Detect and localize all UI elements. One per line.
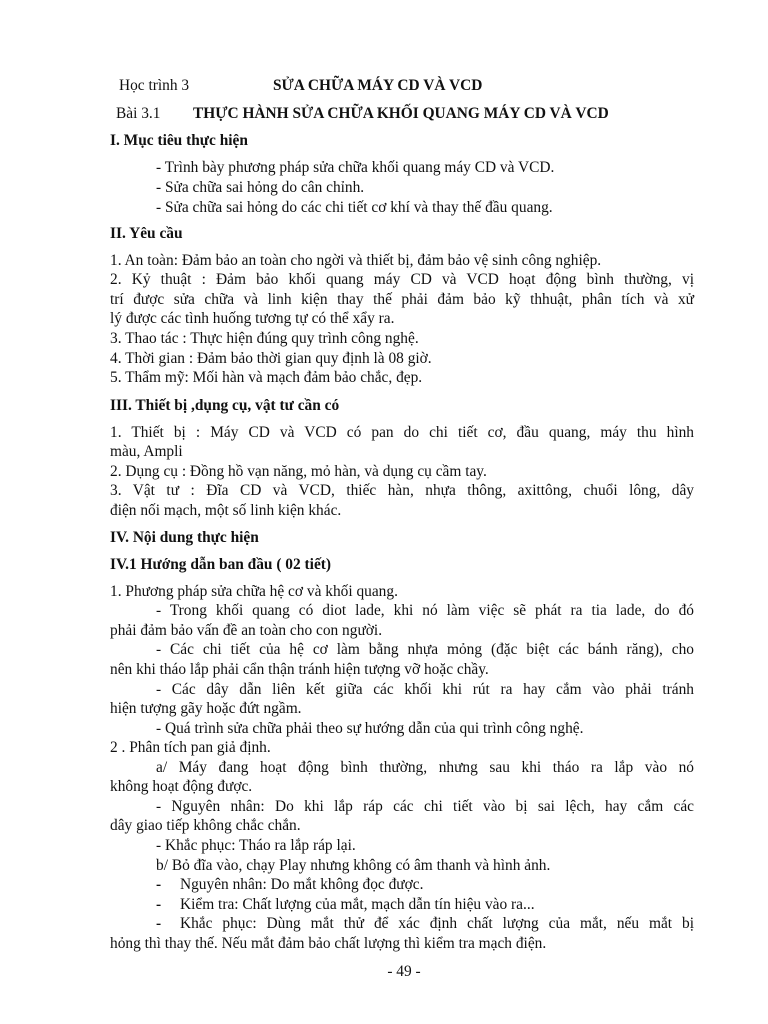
- lesson-label: Bài 3.1: [116, 105, 161, 122]
- dash-bullet: -: [156, 915, 162, 932]
- equipment-line: 3. Vật tư : Đĩa CD và VCD, thiếc hàn, nhựa thông, axittông, chuổi lông, dây: [110, 482, 694, 499]
- bullet-line: [156, 895, 694, 914]
- content-line: không hoạt động được.: [110, 778, 253, 795]
- content-line: 1. Phương pháp sửa chữa hệ cơ và khối quang.: [110, 583, 398, 600]
- course-title: SỬA CHỮA MÁY CD VÀ VCD: [273, 77, 483, 94]
- content-line: nên khi tháo lắp phải cẩn thận tránh hiện tượng vỡ hoặc chầy.: [110, 661, 489, 678]
- bullet-line: [156, 914, 694, 933]
- section-heading-objectives: I. Mục tiêu thực hiện: [110, 132, 248, 149]
- bullet-text: Nguyên nhân: Do mắt không đọc được.: [180, 876, 424, 893]
- equipment-line: 2. Dụng cụ : Đồng hồ vạn năng, mỏ hàn, và dụng cụ cầm tay.: [110, 463, 487, 480]
- lesson-title: THỰC HÀNH SỬA CHỮA KHỐI QUANG MÁY CD VÀ VCD: [193, 105, 609, 122]
- requirement-line: 1. An toàn: Đảm bảo an toàn cho ngời và thiết bị, đảm bảo vệ sinh công nghiệp.: [110, 252, 602, 269]
- page-number: - 49 -: [387, 963, 421, 980]
- requirement-line: 2. Kỷ thuật : Đảm bảo khối quang máy CD và VCD hoạt động bình thường, vị: [110, 271, 694, 288]
- objective-item: - Sửa chữa sai hỏng do các chi tiết cơ khí và thay thế đầu quang.: [156, 199, 553, 216]
- equipment-line: 1. Thiết bị : Máy CD và VCD có pan do chi tiết cơ, đầu quang, máy thu hình: [110, 424, 694, 441]
- requirement-line: trí được sửa chữa và linh kiện thay thế phải đảm bảo kỹ thhuật, phân tích và xử: [110, 291, 694, 308]
- section-heading-content: IV. Nội dung thực hiện: [110, 529, 259, 546]
- content-line: dây giao tiếp không chắc chắn.: [110, 817, 301, 834]
- content-line: - Trong khối quang có diot lade, khi nó làm việc sẽ phát ra tia lade, do đó: [156, 602, 694, 619]
- equipment-line: màu, Ampli: [110, 443, 183, 460]
- objective-item: - Sửa chữa sai hỏng do cân chỉnh.: [156, 179, 365, 196]
- requirement-line: 3. Thao tác : Thực hiện đúng quy trình công nghệ.: [110, 330, 419, 347]
- content-line: hiện tượng gãy hoặc đứt ngầm.: [110, 700, 302, 717]
- bullet-line: [156, 875, 694, 894]
- content-line: 2 . Phân tích pan giả định.: [110, 739, 271, 756]
- requirement-line: 5. Thẩm mỹ: Mối hàn và mạch đảm bảo chắc, đẹp.: [110, 369, 423, 386]
- content-line: b/ Bỏ đĩa vào, chạy Play nhưng không có âm thanh và hình ảnh.: [156, 857, 551, 874]
- bullet-text: Khắc phục: Dùng mắt thử để xác định chất lượng của mắt, nếu mắt bị: [180, 915, 694, 932]
- content-line: a/ Máy đang hoạt động bình thường, nhưng sau khi tháo ra lắp vào nó: [156, 759, 694, 776]
- requirement-line: 4. Thời gian : Đảm bảo thời gian quy định là 08 giờ.: [110, 350, 432, 367]
- content-line: - Quá trình sửa chữa phải theo sự hướng dẫn của qui trình công nghệ.: [156, 720, 584, 737]
- dash-bullet: -: [156, 896, 162, 913]
- course-label: Học trình 3: [119, 77, 190, 94]
- content-line: hỏng thì thay thế. Nếu mắt đảm bảo chất lượng thì kiểm tra mạch điện.: [110, 935, 547, 952]
- content-line: - Các dây dẫn liên kết giữa các khối khi rút ra hay cắm vào phải tránh: [156, 681, 694, 698]
- section-heading-equipment: III. Thiết bị ,dụng cụ, vật tư cần có: [110, 397, 340, 414]
- content-line: - Nguyên nhân: Do khi lắp ráp các chi tiết vào bị sai lệch, hay cắm các: [156, 798, 694, 815]
- objective-item: - Trình bày phương pháp sửa chữa khối quang máy CD và VCD.: [156, 159, 555, 176]
- section-heading-requirements: II. Yêu cầu: [110, 225, 183, 242]
- content-line: - Khắc phục: Tháo ra lắp ráp lại.: [156, 837, 356, 854]
- content-line: - Các chi tiết của hệ cơ làm bằng nhựa mỏng (đặc biệt các bánh răng), cho: [156, 641, 694, 658]
- equipment-line: điện nối mạch, một số linh kiện khác.: [110, 502, 342, 519]
- requirement-line: lý được các tình huống tương tự có thể xẩy ra.: [110, 310, 395, 327]
- content-line: phải đảm bảo vấn đề an toàn cho con người.: [110, 622, 383, 639]
- subsection-heading: IV.1 Hướng dẫn ban đầu ( 02 tiết): [110, 556, 332, 573]
- bullet-text: Kiểm tra: Chất lượng của mắt, mạch dẫn tín hiệu vào ra...: [180, 896, 535, 913]
- dash-bullet: -: [156, 876, 162, 893]
